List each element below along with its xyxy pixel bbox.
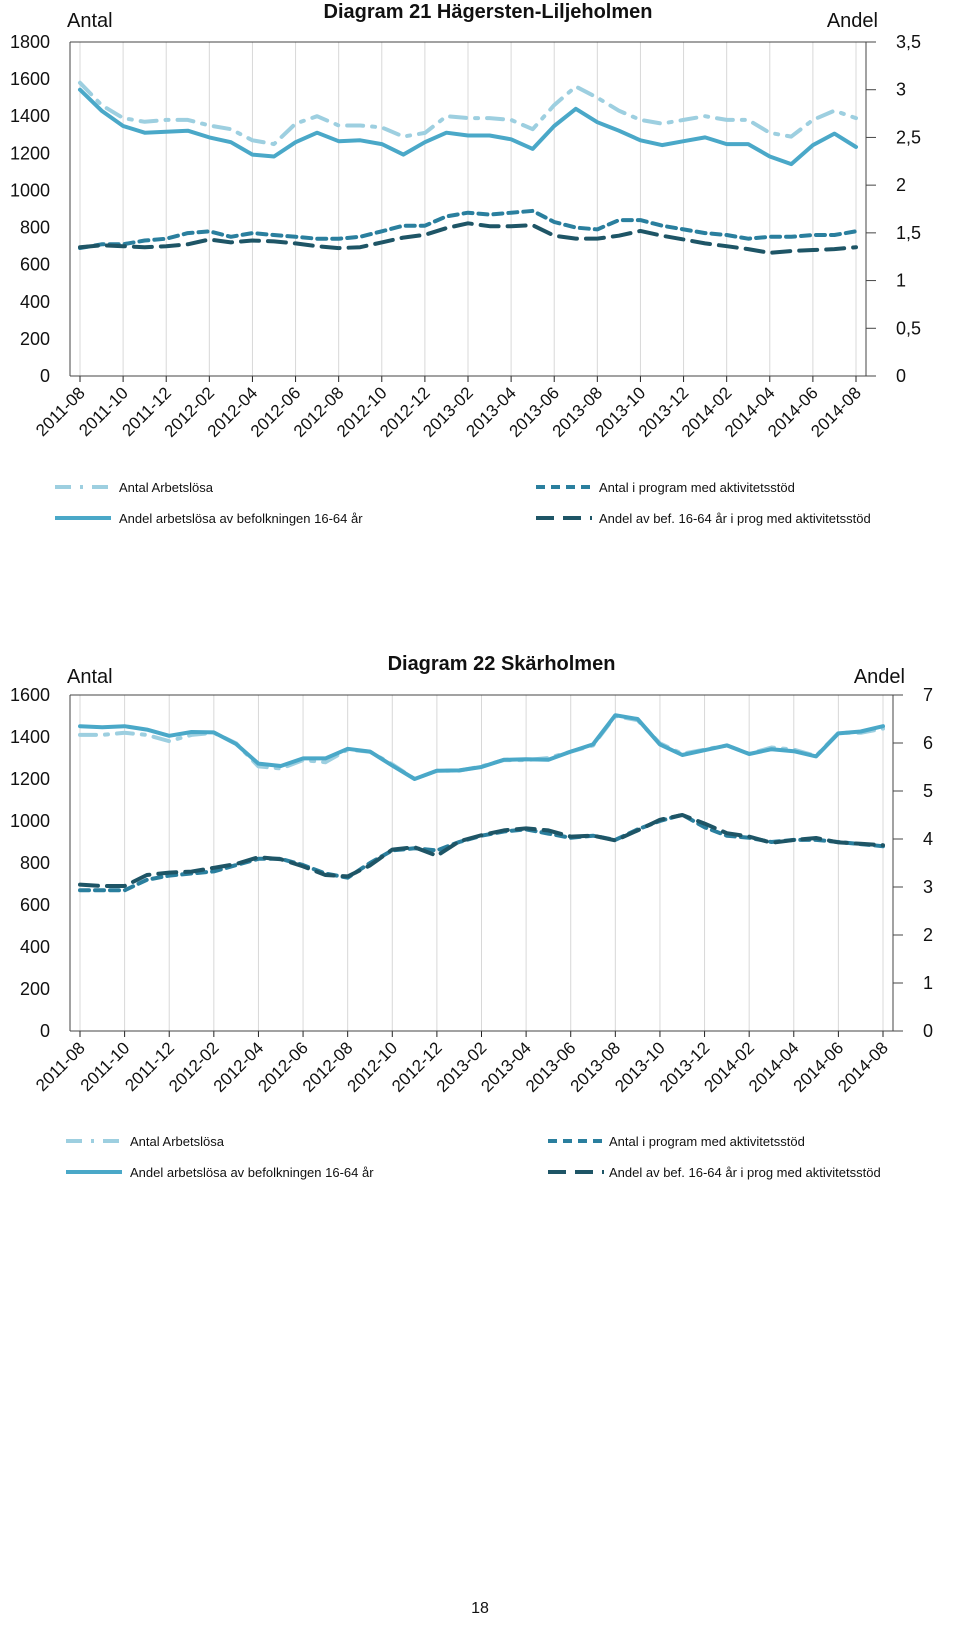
x-tick-label: 2012-08 (289, 383, 348, 441)
x-tick-label: 2014-02 (700, 1038, 758, 1096)
y-right-tick-label: 3 (923, 877, 934, 897)
y-right-tick-label: 7 (923, 685, 934, 705)
x-tick-label: 2013-08 (548, 383, 607, 441)
legend-label-1: Andel arbetslösa av befolkningen 16-64 år (130, 1165, 374, 1180)
y-left-tick-label: 1400 (9, 727, 50, 747)
y-left-tick-label: 200 (19, 328, 50, 349)
legend-label-0: Antal Arbetslösa (130, 1134, 224, 1149)
x-tick-label: 2012-06 (254, 1038, 312, 1096)
x-tick-label: 2013-08 (566, 1038, 625, 1096)
y-left-tick-label: 1000 (9, 811, 50, 831)
x-tick-label: 2014-04 (745, 1038, 803, 1096)
y-right-tick-label: 2 (896, 175, 907, 196)
y-left-tick-label: 0 (39, 1021, 50, 1041)
left-axis-title: Antal (67, 10, 113, 32)
x-tick-label: 2012-10 (343, 1038, 402, 1096)
x-tick-label: 2013-10 (611, 1038, 669, 1096)
x-tick-label: 2012-12 (388, 1038, 446, 1096)
x-tick-label: 2012-04 (203, 383, 262, 441)
legend-label-3: Andel av bef. 16-64 år i prog med aktivitetsstöd (609, 1165, 881, 1180)
x-tick-label: 2013-12 (655, 1038, 714, 1096)
x-tick-label: 2014-08 (834, 1038, 892, 1096)
x-tick-label: 2013-04 (477, 1038, 535, 1096)
y-left-tick-label: 600 (19, 254, 50, 275)
y-left-tick-label: 0 (39, 366, 50, 386)
chart-title: Diagram 21 Hägersten-Liljeholmen (323, 1, 653, 23)
y-right-tick-label: 2 (923, 925, 934, 945)
y-left-tick-label: 800 (19, 217, 50, 238)
y-right-tick-label: 6 (923, 733, 934, 753)
y-right-tick-label: 1 (923, 973, 934, 993)
y-left-tick-label: 1800 (9, 32, 50, 52)
y-left-tick-label: 400 (19, 937, 50, 957)
y-left-tick-label: 1200 (9, 769, 50, 789)
x-tick-label: 2013-04 (462, 383, 520, 441)
x-tick-label: 2012-10 (333, 383, 391, 441)
y-left-tick-label: 1200 (9, 143, 50, 164)
x-tick-label: 2011-08 (32, 383, 89, 441)
y-right-tick-label: 5 (923, 781, 934, 801)
x-tick-label: 2014-06 (764, 383, 822, 441)
x-tick-label: 2012-02 (160, 383, 219, 441)
x-tick-label: 2013-06 (505, 383, 564, 441)
y-left-tick-label: 200 (19, 979, 50, 999)
y-right-tick-label: 2,5 (896, 127, 922, 148)
x-tick-label: 2013-02 (419, 383, 477, 441)
y-left-tick-label: 800 (19, 853, 50, 873)
chart-21 (0, 0, 960, 560)
y-right-tick-label: 0,5 (896, 318, 922, 339)
y-right-tick-label: 3 (896, 79, 907, 100)
legend-label-1: Andel arbetslösa av befolkningen 16-64 år (119, 511, 363, 526)
x-tick-label: 2012-06 (246, 383, 305, 441)
y-right-tick-label: 4 (923, 829, 934, 849)
x-tick-label: 2014-02 (677, 383, 736, 441)
chart-22-svg (0, 650, 960, 1220)
y-left-tick-label: 400 (19, 291, 50, 312)
legend-label-0: Antal Arbetslösa (119, 480, 213, 495)
x-tick-label: 2013-06 (521, 1038, 580, 1096)
y-right-tick-label: 1,5 (896, 222, 922, 243)
x-tick-label: 2013-10 (591, 383, 650, 441)
chart-21-svg (0, 0, 960, 560)
y-right-tick-label: 0 (923, 1021, 934, 1041)
x-tick-label: 2011-08 (32, 1038, 89, 1096)
chart-22 (0, 650, 960, 1220)
legend-label-2: Antal i program med aktivitetsstöd (599, 480, 795, 495)
x-tick-label: 2012-12 (376, 383, 434, 441)
y-left-tick-label: 1600 (9, 69, 50, 90)
right-axis-title: Andel (826, 10, 878, 32)
y-left-tick-label: 1600 (9, 685, 50, 705)
y-left-tick-label: 600 (19, 895, 50, 915)
x-tick-label: 2011-12 (121, 1038, 179, 1096)
legend-label-3: Andel av bef. 16-64 år i prog med aktivitetsstöd (599, 511, 871, 526)
y-right-tick-label: 0 (896, 366, 907, 386)
x-tick-label: 2012-08 (298, 1038, 357, 1096)
x-tick-label: 2011-12 (118, 383, 176, 441)
page-number: 18 (471, 1600, 489, 1617)
left-axis-title: Antal (67, 666, 113, 688)
chart-title: Diagram 22 Skärholmen (387, 653, 616, 675)
y-right-tick-label: 3,5 (896, 32, 922, 52)
x-tick-label: 2014-08 (807, 383, 865, 441)
y-right-tick-label: 1 (896, 270, 907, 291)
x-tick-label: 2013-02 (432, 1038, 491, 1096)
x-tick-label: 2012-04 (209, 1038, 268, 1096)
y-left-tick-label: 1400 (9, 106, 50, 127)
right-axis-title: Andel (853, 666, 905, 688)
y-left-tick-label: 1000 (9, 180, 50, 201)
legend-label-2: Antal i program med aktivitetsstöd (609, 1134, 805, 1149)
x-tick-label: 2013-12 (634, 383, 693, 441)
x-tick-label: 2012-02 (165, 1038, 223, 1096)
x-tick-label: 2011-10 (75, 383, 132, 441)
x-tick-label: 2014-06 (789, 1038, 848, 1096)
x-tick-label: 2014-04 (721, 383, 779, 441)
x-tick-label: 2011-10 (76, 1038, 134, 1096)
